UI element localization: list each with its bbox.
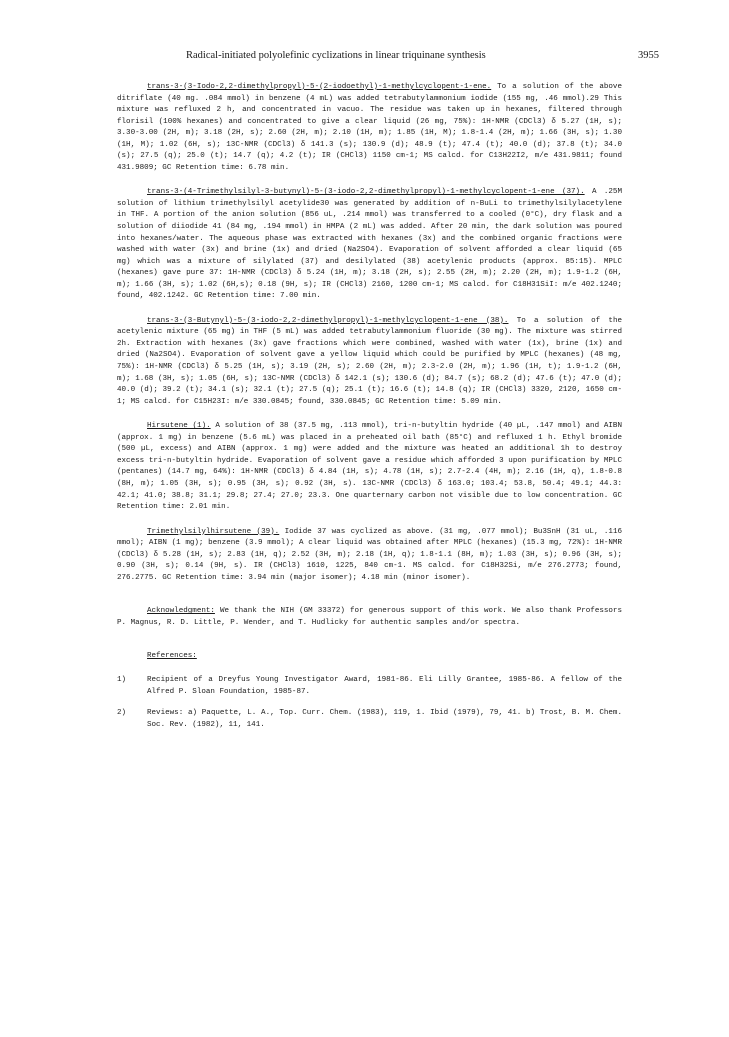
acknowledgment-title: Acknowledgment:	[147, 607, 215, 616]
compound-title: trans-3-(4-Trimethylsilyl-3-butynyl)-5-(3-iodo-2,2-dimethylpropyl)-1-methylcyclopent-1-ene (37).	[147, 188, 585, 197]
page-body	[117, 82, 622, 741]
procedure-paragraph	[117, 187, 622, 302]
references-heading: References:	[147, 652, 197, 661]
compound-title: trans-3-(3-Butynyl)-5-(3-iodo-2,2-dimethylpropyl)-1-methylcyclopent-1-ene (38).	[147, 316, 509, 325]
procedure-paragraph	[117, 421, 622, 513]
acknowledgment-text: We thank the NIH (GM 33372) for generous support of this work. We also thank Professors P. Magnus, R. D. Little, P. Wender, and T. Hudlicky for authentic samples and/or spectra.	[117, 607, 622, 627]
reference-item	[117, 708, 622, 731]
compound-title: trans-3-(3-Iodo-2,2-dimethylpropyl)-5-(2-iodoethyl)-1-methylcyclopent-1-ene.	[147, 83, 492, 91]
procedure-text: To a solution of the acetylenic mixture (65 mg) in THF (5 mL) was added tetrabutylammonium fluoride (30 mg). The mixture was stirred 2h. Extraction with hexanes (3x) gave fractions which were combined, washed with water (1x), brine (1x) and dried (Na2SO4). Evaporation of solvent gave a yellow liquid which could be purified by MPLC (hexanes) (48 mg, 75%): 1H-NMR (CDCl3) δ 5.25 (1H, s); 3.19 (2H, s); 2.60 (2H, m); 2.3-2.0 (2H, m); 1.96 (1H, t); 1.9-1.2 (6H, m); 1.68 (3H, s); 1.05 (6H, s); 13C-NMR (CDCl3) δ 142.1 (s); 130.6 (d); 84.7 (s); 68.2 (d); 47.6 (t); 47.0 (d); 40.0 (d); 39.2 (t); 34.1 (s); 32.1 (t); 27.5 (q); 25.1 (t); 16.6 (t); 14.8 (q); IR (CHCl3) 3320, 2120, 1650 cm-1; MS calcd. for C15H23I: m/e 330.0845; found, 330.0845; GC Retention time: 5.09 min.	[117, 316, 623, 406]
reference-number: 2)	[117, 709, 127, 718]
reference-text: Reviews: a) Paquette, L. A., Top. Curr. Chem. (1983), 119, 1. Ibid (1979), 79, 41. b) Trost, B. M. Chem. Soc. Rev. (1982), 11, 141.	[147, 709, 622, 729]
procedure-text: Iodide 37 was cyclized as above. (31 mg, .077 mmol); Bu3SnH (31 uL, .116 mmol); AIBN (1 mg); benzene (3.9 mmol); A clear liquid was obtained after MPLC (hexanes) (15.3 mg, 72%): 1H-NMR (CDCl3) δ 5.28 (1H, s); 2.83 (1H, q); 2.52 (3H, m); 2.18 (1H, q); 1.8-1.1 (8H, m); 1.03 (3H, s); 0.96 (3H, s); 0.90 (3H, s); 0.14 (9H, s). IR (CHCl3) 1610, 1225, 840 cm-1. MS calcd. for C18H32Si, m/e 276.2773; found, 276.2775. GC Retention time: 3.94 min (major isomer); 4.18 min (minor isomer).	[117, 527, 622, 582]
reference-text: Recipient of a Dreyfus Young Investigator Award, 1981-86. Eli Lilly Grantee, 1985-86. A fellow of the Alfred P. Sloan Foundation, 1985-87.	[147, 675, 622, 696]
page-number: 3955	[638, 50, 659, 61]
procedure-paragraph	[117, 527, 622, 585]
reference-item	[117, 675, 622, 698]
reference-number: 1)	[117, 675, 127, 684]
procedure-paragraph	[117, 316, 622, 408]
running-title: Radical-initiated polyolefinic cyclizations in linear triquinane synthesis	[186, 50, 486, 61]
compound-title: Hirsutene (1).	[147, 422, 211, 431]
compound-title: Trimethylsilylhirsutene (39).	[147, 527, 280, 536]
procedure-paragraph	[117, 82, 622, 174]
acknowledgment	[117, 606, 622, 629]
procedure-text: A .25M solution of lithium trimethylsilyl acetylide30 was generated by addition of n-BuLi to trimethylsilylacetylene in THF. A portion of the anion solution (856 uL, .214 mmol) was transferred to a cooled (0°C), dry flask and a solution of diiodide 41 (84 mg, .194 mmol) in HMPA (2 mL) was added. After 20 min, the dark solution was poured into hexanes/water. The aqueous phase was extracted with hexanes (3x) and the combined organic fractions were washed with water (3x) and brine (1x) and dried (Na2SO4). Evaporation of solvent afforded a clear liquid (65 mg) which was a mixture of silylated (37) and desilylated (38) acetylenic products (approx. 85:15). MPLC (hexanes) gave pure 37: 1H-NMR (CDCl3) δ 5.24 (1H, m); 3.18 (2H, s); 2.55 (2H, m); 2.20 (2H, m); 1.9-1.2 (6H, m); 1.66 (3H, s); 1.02 (6H,s); 0.18 (9H, s); IR (CHCl3) 2160, 1200 cm-1; MS calcd. for C18H31SiI: m/e 402.1240; found, 402.1242. GC Retention time: 7.00 min.	[117, 188, 622, 301]
procedure-text: To a solution of the above ditriflate (40 mg. .084 mmol) in benzene (4 mL) was added tetrabutylammonium iodide (155 mg, .46 mmol).29 This mixture was refluxed 2 h, and concentrated in vacuo. The residue was taken up in hexanes, filtered through florisil (100% hexanes) and concentrated to give a clear liquid (26 mg, 75%): 1H-NMR (CDCl3) δ 5.27 (1H, s); 3.30-3.00 (2H, m); 3.18 (2H, s); 2.60 (2H, m); 2.10 (1H, m); 1.85 (1H, M); 1.8-1.4 (2H, m); 1.66 (3H, s); 1.30 (1H, M); 1.02 (6H, s); 13C-NMR (CDCl3) δ 141.3 (s); 130.9 (d); 48.9 (t); 47.4 (t); 40.0 (d); 37.8 (t); 34.0 (s); 27.5 (q); 25.0 (t); 14.7 (q); 4.2 (t); IR (CHCl3) 1150 cm-1; MS calcd. for C13H22I2, m/e 431.9811; found 431.9809; GC Retention time: 6.78 min.	[117, 83, 622, 172]
procedure-text: A solution of 38 (37.5 mg, .113 mmol), tri-n-butyltin hydride (40 µL, .147 mmol) and AIBN (approx. 1 mg) in benzene (5.6 mL) was placed in a preheated oil bath (85°C) and refluxed 1 h. Ethyl bromide (500 µL, excess) and AIBN (approx. 1 mg) were added and the mixture was heated an additional 1h to destroy excess tri-n-butyltin hydride. Evaporation of solvent gave a residue which afforded 3 upon purification by MPLC (pentanes) (14.7 mg, 64%): 1H-NMR (CDCl3) δ 4.84 (1H, s); 4.78 (1H, s); 2.7-2.4 (4H, m); 2.16 (1H, q), 1.8-0.8 (8H, m); 1.05 (3H, s); 0.95 (3H, s); 0.92 (3H, s). 13C-NMR (CDCl3) δ 163.0; 103.4; 53.8, 50.4; 49.1; 44.3: 42.1; 41.0; 38.8; 31.1; 29.8; 27.4; 27.0; 23.3. One quarternary carbon not visible due to low concentration. GC Retention time: 2.01 min.	[117, 422, 622, 512]
